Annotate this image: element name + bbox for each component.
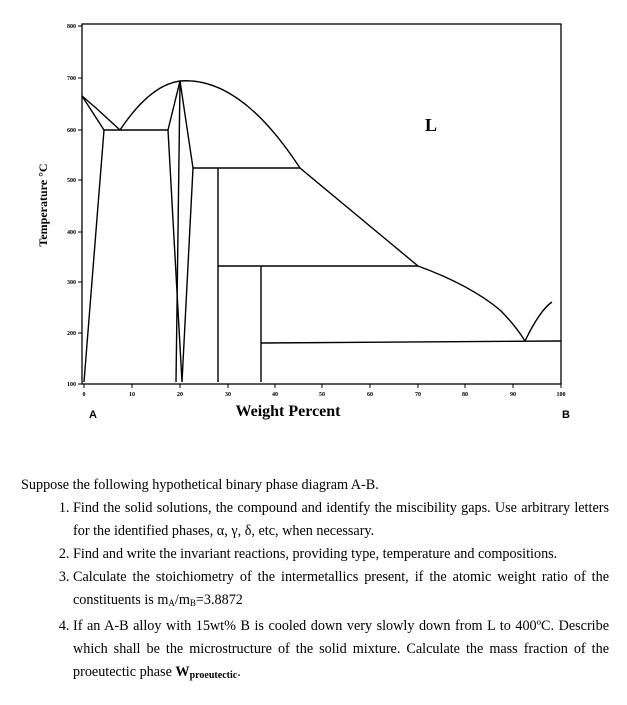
question-item-1: 1. Find the solid solutions, the compound and identify the miscibility gaps. Use arbitrary letters for the identified phases, α, γ, δ, etc, when necessary. <box>73 497 609 543</box>
x-tick-label: 60 <box>367 392 373 398</box>
y-tick-label: 300 <box>67 280 76 286</box>
question-item-4 <box>73 615 609 687</box>
x-tick-label: 100 <box>556 392 566 398</box>
y-tick-label: 100 <box>67 382 76 388</box>
y-axis-title: Temperature °C <box>36 163 50 247</box>
y-tick-label: 400 <box>67 230 76 236</box>
question-list <box>21 497 609 687</box>
x-tick-label: 40 <box>272 392 278 398</box>
question-item-3 <box>73 566 609 615</box>
subscript-a: A <box>168 598 175 608</box>
x-tick-label: 0 <box>82 392 86 398</box>
question-item-3-value: =3.8872 <box>195 592 243 608</box>
subscript-b: B <box>189 598 196 608</box>
x-tick-label: 80 <box>462 392 468 398</box>
x-tick-label: 50 <box>319 392 325 398</box>
x-axis <box>83 384 566 398</box>
y-tick-label: 800 <box>67 24 76 30</box>
component-b-label: B <box>562 409 570 421</box>
question-item-4-end: . <box>237 664 241 680</box>
x-tick-label: 90 <box>510 392 516 398</box>
x-tick-label: 30 <box>225 392 231 398</box>
y-tick-label: 600 <box>67 128 76 134</box>
question-item-2: 2. Find and write the invariant reactions, providing type, temperature and compositions. <box>73 543 609 566</box>
component-a-label: A <box>89 409 97 421</box>
y-tick-label: 700 <box>67 76 76 82</box>
question-item-3-mid: /m <box>174 592 190 608</box>
x-axis-title: Weight Percent <box>235 403 341 420</box>
phase-boundaries <box>82 81 561 382</box>
question-item-4-text: If an A-B alloy with 15wt% B is cooled down very slowly down from L to 400ºC. Describe which shall be the microstructure of the solid mixture. Calculate the mass fraction of the proeutectic phase <box>73 618 609 680</box>
y-tick-label: 200 <box>67 331 76 337</box>
x-tick-label: 70 <box>415 392 421 398</box>
question-item-3-text: Calculate the stoichiometry of the intermetallics present, if the atomic weight ratio of the constituents is m <box>73 569 609 608</box>
y-tick-label: 500 <box>67 178 76 184</box>
w-symbol: W <box>175 664 190 680</box>
liquid-region-label: L <box>424 115 438 135</box>
y-axis <box>67 24 82 388</box>
plot-frame <box>82 24 561 384</box>
question-text <box>21 474 609 687</box>
x-tick-label: 20 <box>177 392 183 398</box>
question-intro: Suppose the following hypothetical binary phase diagram A-B. <box>21 477 379 493</box>
w-subscript: proeutectic <box>189 670 238 681</box>
x-tick-label: 10 <box>129 392 135 398</box>
